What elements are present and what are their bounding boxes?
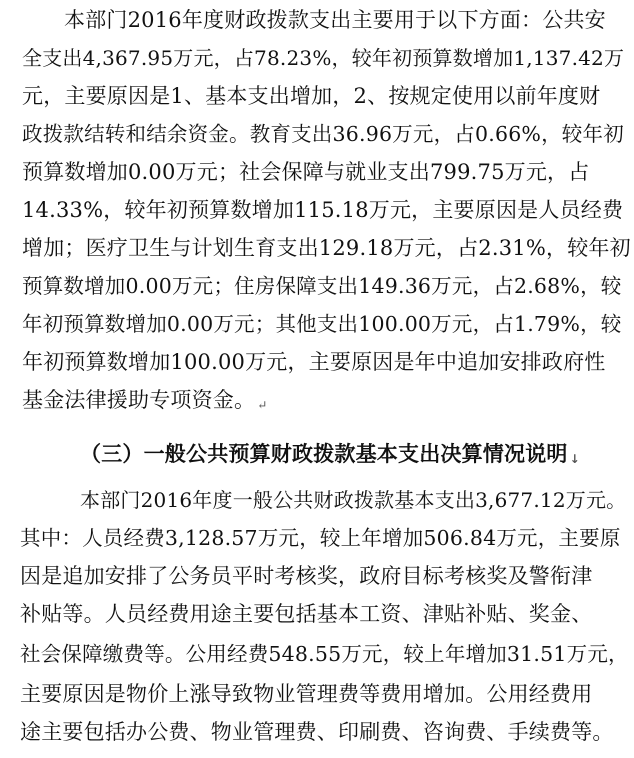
paragraph-line: 社会保障缴费等。公用经费548.55万元，较上年增加31.51万元， [20,642,629,666]
paragraph-text: 基金法律援助专项资金。 [22,388,256,412]
paragraph-line: 政拨款结转和结余资金。教育支出36.96万元，占0.66%，较年初 [22,122,624,146]
paragraph-line: 本部门2016年度一般公共财政拨款基本支出3,677.12万元。 [80,488,627,512]
paragraph-line: 途主要包括办公费、物业管理费、印刷费、咨询费、手续费等。 [20,720,614,744]
paragraph-line: 预算数增加0.00万元；住房保障支出149.36万元，占2.68%，较 [22,274,622,298]
paragraph-line: 其中：人员经费3,128.57万元，较上年增加506.84万元，主要原 [20,526,621,550]
paragraph-line: 全支出4,367.95万元，占78.23%，较年初预算数增加1,137.42万 [22,46,625,70]
paragraph-line: 本部门2016年度财政拨款支出主要用于以下方面：公共安 [64,8,606,32]
paragraph-line: 因是追加安排了公务员平时考核奖，政府目标考核奖及警衔津 [20,564,593,588]
paragraph-line: 预算数增加0.00万元；社会保障与就业支出799.75万元，占 [22,160,590,184]
paragraph-line: 14.33%，较年初预算数增加115.18万元，主要原因是人员经费 [22,198,624,222]
section-heading [0,440,634,473]
line-break-mark-icon: ↓ [569,452,580,466]
paragraph-line-last [0,386,634,419]
paragraph-line: 年初预算数增加100.00万元，主要原因是年中追加安排政府性 [22,350,606,374]
section-heading-text: （三）一般公共预算财政拨款基本支出决算情况说明 [80,442,568,466]
paragraph-line: 增加；医疗卫生与计划生育支出129.18万元，占2.31%，较年初 [22,236,631,260]
paragraph-line: 补贴等。人员经费用途主要包括基本工资、津贴补贴、奖金、 [20,602,593,626]
paragraph-mark-icon: ↵ [257,398,268,412]
paragraph-line: 年初预算数增加0.00万元；其他支出100.00万元，占1.79%，较 [22,312,622,336]
paragraph-line: 元，主要原因是1、基本支出增加，2、按规定使用以前年度财 [22,84,601,108]
paragraph-line: 主要原因是物价上涨导致物业管理费等费用增加。公用经费用 [20,682,593,706]
